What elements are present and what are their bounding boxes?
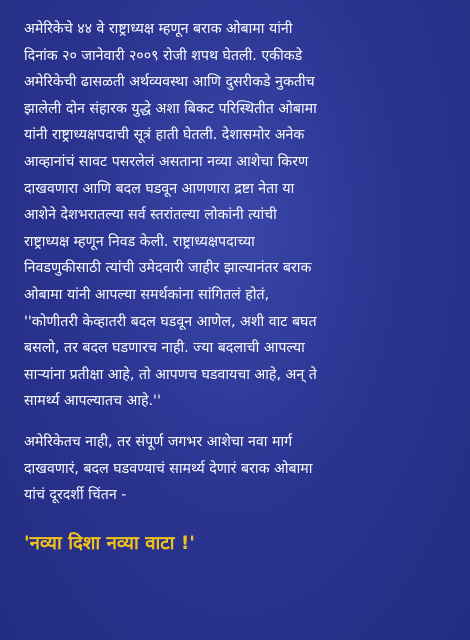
quote-line: साऱ्यांना प्रतीक्षा आहे, तो आपणच घडवायचा आहे, अन् ते	[24, 366, 317, 383]
text-line: ओबामा यांनी आपल्या समर्थकांना सांगितलं होतं,	[24, 286, 270, 303]
text-line: दाखवणारा आणि बदल घडवून आणणारा द्रष्टा नेता या	[24, 180, 295, 197]
quote-line: ''कोणीतरी केव्हातरी बदल घडवून आणेल, अशी वाट बघत	[24, 313, 317, 330]
text-line: झालेली दोन संहारक युद्धे अशा बिकट परिस्थितीत ओबामा	[24, 100, 317, 117]
quote-line: बसलो, तर बदल घडणारच नाही. ज्या बदलाची आपल्या	[24, 340, 305, 357]
body-paragraph-2	[24, 429, 452, 509]
tagline: 'नव्या दिशा नव्या वाटा !'	[24, 532, 195, 554]
text-line: अमेरिकेतच नाही, तर संपूर्ण जगभर आशेचा नवा मार्ग	[24, 433, 293, 450]
text-line: दिनांक २० जानेवारी २००९ रोजी शपथ घेतली. एकीकडे	[24, 47, 303, 64]
text-line: यांनी राष्ट्राध्यक्षपदाची सूत्रं हाती घेतली. देशासमोर अनेक	[24, 127, 305, 144]
body-paragraph-1	[24, 16, 452, 415]
text-line: आव्हानांचं सावट पसरलेलं असताना नव्या आशेचा किरण	[24, 153, 309, 170]
text-line: राष्ट्राध्यक्ष म्हणून निवड केली. राष्ट्राध्यक्षपदाच्या	[24, 233, 255, 250]
text-line: यांचं दूरदर्शी चिंतन -	[24, 487, 127, 504]
quote-line: सामर्थ्य आपल्यातच आहे.''	[24, 393, 161, 410]
text-line: निवडणुकीसाठी त्यांची उमेदवारी जाहीर झाल्यानंतर बराक	[24, 260, 312, 277]
text-line: आशेने देशभरातल्या सर्व स्तरांतल्या लोकांनी त्यांची	[24, 207, 277, 224]
text-line: दाखवणारं, बदल घडवण्याचं सामर्थ्य देणारं बराक ओबामा	[24, 460, 313, 477]
text-line: अमेरिकेचे ४४ वे राष्ट्राध्यक्ष म्हणून बराक ओबामा यांनी	[24, 21, 293, 37]
text-line: अमेरिकेची ढासळती अर्थव्यवस्था आणि दुसरीकडे नुकतीच	[24, 74, 315, 91]
